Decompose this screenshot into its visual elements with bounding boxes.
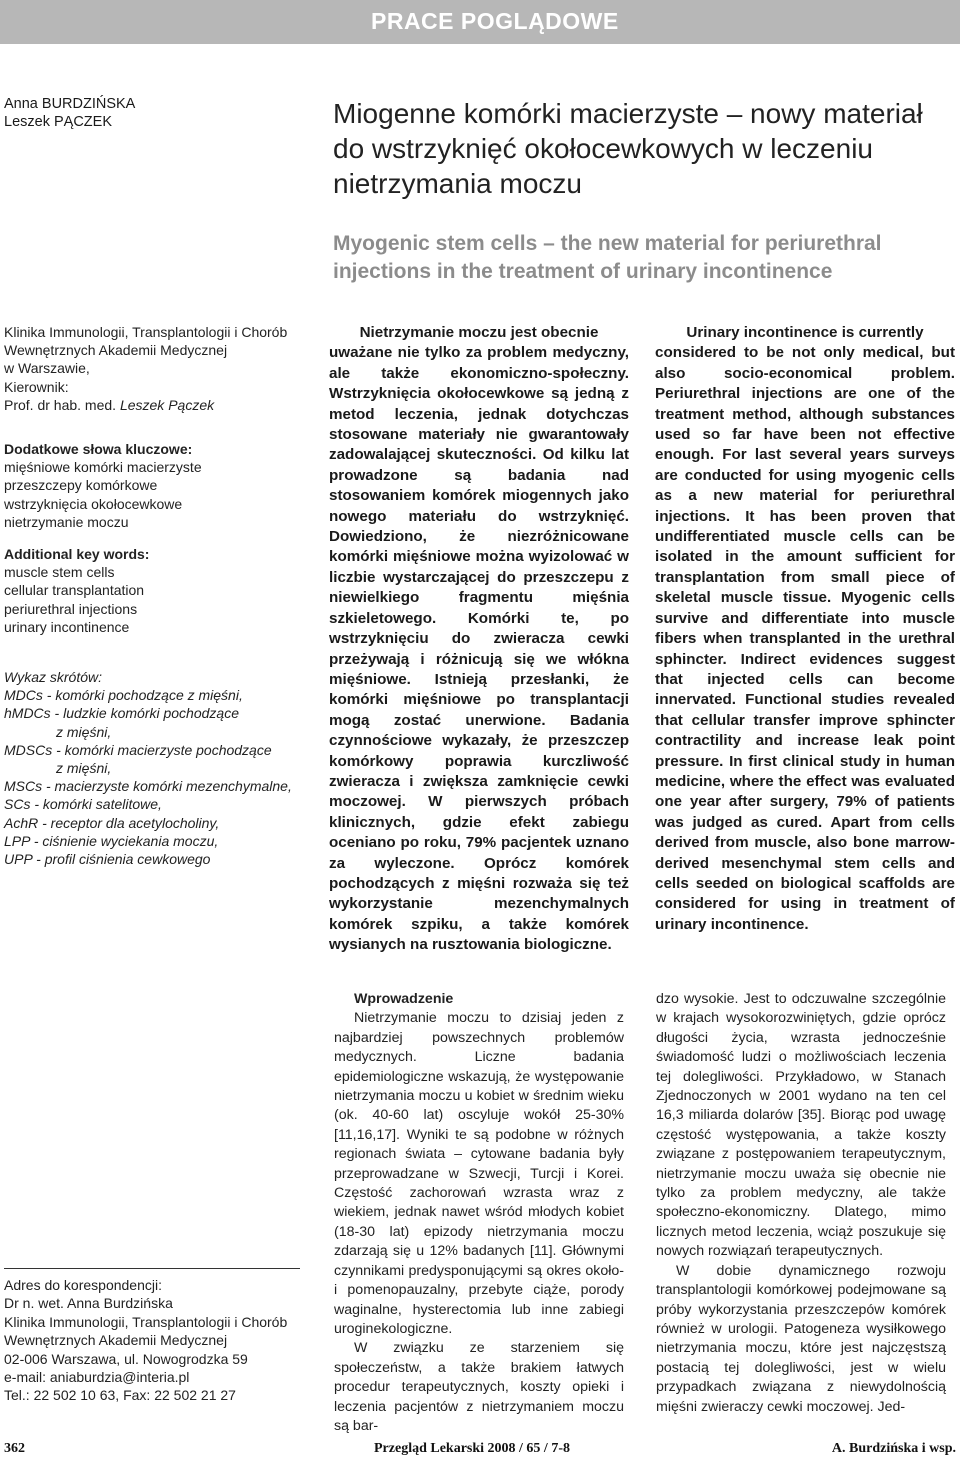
keywords-heading: Dodatkowe słowa kluczowe: xyxy=(4,441,193,458)
keyword: mięśniowe komórki macierzyste xyxy=(4,459,202,476)
correspondence-line: Klinika Immunologii, Transplantologii i Chorób xyxy=(4,1313,288,1330)
abbreviation: MDCs - komórki pochodzące z mięśni, xyxy=(4,687,243,704)
abbreviation: UPP - profil ciśnienia cewkowego xyxy=(4,851,211,868)
keyword: nietrzymanie moczu xyxy=(4,513,129,530)
abbreviations-heading: Wykaz skrótów: xyxy=(4,669,103,686)
correspondence-line: Adres do korespondencji: xyxy=(4,1277,162,1293)
article-title-polish: Miogenne komórki macierzyste – nowy materiał do wstrzyknięć okołocewkowych w leczeniu nietrzymania moczu xyxy=(333,98,923,199)
abstract-polish xyxy=(329,323,629,956)
correspondence-address xyxy=(4,1276,324,1405)
affiliation-line: w Warszawie, xyxy=(4,360,90,377)
affiliation xyxy=(4,323,304,414)
head-name: Leszek Pączek xyxy=(119,396,215,413)
divider xyxy=(4,1268,300,1269)
abbreviation: MDSCs - komórki macierzyste pochodzące xyxy=(4,741,272,758)
keyword: wstrzyknięcia okołocewkowe xyxy=(4,495,183,512)
keywords-polish xyxy=(4,440,304,531)
abbreviation: hMDCs - ludzkie komórki pochodzące xyxy=(4,705,239,722)
abstract-lead: Nietrzymanie moczu jest obecnie xyxy=(359,324,599,341)
section-banner xyxy=(0,0,960,44)
section-title: PRACE POGLĄDOWE xyxy=(371,8,619,34)
keywords-heading: Additional key words: xyxy=(4,546,150,563)
author-name: Anna BURDZIŃSKA xyxy=(4,96,136,112)
keyword: muscle stem cells xyxy=(4,564,115,581)
author-name: Leszek PĄCZEK xyxy=(4,114,112,130)
correspondence-line: Tel.: 22 502 10 63, Fax: 22 502 21 27 xyxy=(4,1387,236,1404)
correspondence-line: Dr n. wet. Anna Burdzińska xyxy=(4,1295,173,1312)
paragraph: Nietrzymanie moczu to dzisiaj jeden z najbardziej powszechnych problemów medycznych. Liczne badania epidemiologiczne wskazują, że występowanie nietrzymania moczu u kobiet w średnim wieku (ok. 40-60 lat) oscyluje wokół 25-30% [11,16,17]. Wyniki te są podobne w różnych regionach świata – cytowane badania były przeprowadzane w Szwecji, Turcji i Korei. Częstość zachorowań wzrasta wraz z wiekiem, jednak nawet wśród młodych kobiet (18-30 lat) epizody nietrzymania moczu zdarzają się u 12% badanych [11]. Głównymi czynnikami predysponującymi są okres około- i pomenopauzalny, przebyte ciąże, porody waginalne, hysterectomia lub inne zabiegi uroginekologiczne. xyxy=(334,1010,624,1337)
correspondence-line: e-mail: aniaburdzia@interia.pl xyxy=(4,1369,190,1386)
keywords-english xyxy=(4,545,304,636)
abbreviation: LPP - ciśnienie wyciekania moczu, xyxy=(4,832,219,849)
head-title: Prof. dr hab. med. xyxy=(4,396,120,413)
author-list xyxy=(4,95,135,131)
page-footer xyxy=(0,1441,960,1463)
abstract-lead: Urinary incontinence is currently xyxy=(686,324,924,341)
journal-citation: Przegląd Lekarski 2008 / 65 / 7-8 xyxy=(374,1441,570,1456)
keyword: cellular transplantation xyxy=(4,582,145,599)
paragraph: dzo wysokie. Jest to odczuwalne szczególnie w krajach wysokorozwiniętych, gdzie oprócz długości życia, wzrasta jednocześnie świadomość ludzi o możliwościach leczenia tej dolegliwości. Przykładowo, w Stanach Zjednoczonych w 2001 wydano na ten cel 16,3 miliarda dolarów [35]. Biorąc pod uwagę częstość występowania, a także koszty związane z postępowaniem terapeutycznym, nietrzymanie moczu uważa się obecnie nie tylko za problem medyczny, ale także społeczno-ekonomiczny. Dlatego, mimo licznych metod leczenia, wciąż poszukuje się nowych rozwiązań terapeutycznych. xyxy=(656,991,946,1260)
keyword: periurethral injections xyxy=(4,600,138,617)
section-heading: Wprowadzenie xyxy=(354,991,454,1007)
paragraph: W dobie dynamicznego rozwoju transplantologii komórkowej podejmowane są próby wykorzystania przeszczepów komórek również w urologii. Patogeneza wysiłkowego nietrzymania moczu, które jest najczęstszą postacią tej dolegliwości, jest w wielu przypadkach związana z niewydolnością mięśni zwieraczy cewki moczowej. Jed- xyxy=(656,1262,946,1415)
affiliation-line: Wewnętrznych Akademii Medycznej xyxy=(4,342,228,359)
abstract-english xyxy=(655,323,955,935)
sidebar-metadata xyxy=(4,323,304,882)
running-author: A. Burdzińska i wsp. xyxy=(831,1441,956,1456)
article-title-english: Myogenic stem cells – the new material for periurethral injections in the treatment of urinary incontinence xyxy=(333,232,882,283)
correspondence-line: Wewnętrznych Akademii Medycznej xyxy=(4,1332,228,1349)
keyword: przeszczepy komórkowe xyxy=(4,477,158,494)
abbreviation: AchR - receptor dla acetylocholiny, xyxy=(4,814,220,831)
intro-column-2 xyxy=(656,990,946,1417)
abbreviation: z mięśni, xyxy=(56,723,112,740)
keyword: urinary incontinence xyxy=(4,618,130,635)
abbreviation: z mięśni, xyxy=(56,760,112,777)
paragraph: W związku ze starzeniem się społeczeństw, a także brakiem łatwych procedur terapeutycznych, koszty opieki i leczenia pacjentów z nietrzymaniem moczu są bar- xyxy=(334,1340,624,1434)
affiliation-line: Klinika Immunologii, Transplantologii i Chorób xyxy=(4,324,288,340)
abbreviation: SCs - komórki satelitowe, xyxy=(4,796,162,813)
abstract-body: considered to be not only medical, but also socio-economical problem. Periurethral injections are one of the treatment method, although substances used so far have been not effective enough. For last several years surveys are conducted for using myogenic cells as a new material for periurethral injections. It has been proven that undifferentiated muscle cells can be isolated in the amount sufficient for transplantation from small piece of skeletal muscle tissue. Myogenic cells survive and differentiate into muscle fibers when transplanted in the urethral sphincter. Indirect evidences suggest that injected cells can become innervated. Functional studies revealed that cellular transfer improve sphincter contractility and increase leak point pressure. In first clinical study in human medicine, where the effect was evaluated one year after surgery, 79% of patients was judged as cured. Apart from cells derived from muscle, also bone marrow-derived mesenchymal stem cells and cells seeded on biological scaffolds are considered for using in treatment of urinary incontinence. xyxy=(655,344,955,933)
department-head xyxy=(4,396,304,414)
abbreviations xyxy=(4,668,304,868)
abbreviation: MSCs - macierzyste komórki mezenchymalne, xyxy=(4,778,292,795)
correspondence-line: 02-006 Warszawa, ul. Nowogrodzka 59 xyxy=(4,1350,248,1367)
page-number: 362 xyxy=(4,1441,25,1456)
affiliation-line: Kierownik: xyxy=(4,378,69,395)
intro-column-1 xyxy=(334,990,624,1436)
abstract-body: uważane nie tylko za problem medyczny, ale także ekonomiczno-społeczny. Wstrzyknięcia okołocewkowe są jedną z metod leczenia, jednak dotychczas stosowane materiały nie gwarantowały zadowalającej skuteczności. Od kilku lat prowadzone są badania nad stosowaniem komórek miogennych jako nowego materiału do wstrzyknięć. Dowiedziono, że niezróżnicowane komórki mięśniowe można wyizolować w liczbie wystarczającej do przeszczepu z niewielkiego fragmentu mięśnia szkieletowego. Komórki te, po wstrzyknięciu do zwieracza cewki przeżywają i różnicują się we włókna mięśniowe. Istnieją przesłanki, że komórki mięśniowe po transplantacji mogą zostać unerwione. Badania czynnościowe wykazały, że przeszczep komórkowy poprawia kurczliwość zwieracza i zwiększa zamknięcie cewki moczowej. W pierwszych próbach klinicznych, gdzie efekt zabiegu oceniano po roku, 79% pacjentek uznano za wyleczone. Oprócz komórek pochodzących z mięśni rozważa się też wykorzystanie mezenchymalnych komórek szpiku, a także komórek wysianych na rusztowania biologiczne. xyxy=(329,344,629,954)
